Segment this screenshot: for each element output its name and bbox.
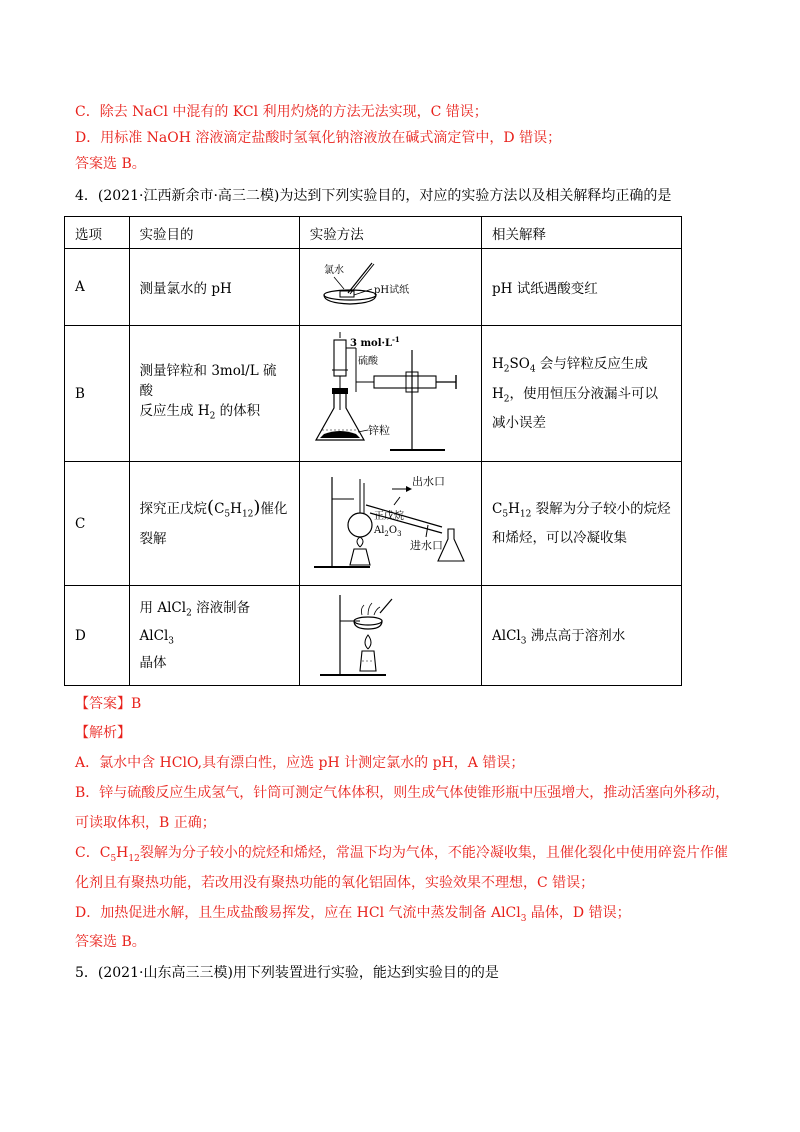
label-alumina: $Al_2O_3$ [374, 524, 402, 538]
t: 会与锌粒反应生成 [535, 355, 648, 372]
t: 12 [241, 509, 254, 520]
row-b-goal-sub: 2 [209, 411, 216, 422]
t: 裂解为分子较小的烷烃和烯烃，常温下均为气体，不能冷凝收集，且催化裂化中使用碎瓷片作催 [139, 845, 728, 861]
t: H [508, 500, 520, 517]
t: 3 [520, 913, 527, 924]
row-c-explain-line-2: 和烯烃，可以冷凝收集 [492, 530, 627, 547]
row-d-explain [482, 586, 682, 686]
t: AlCl [492, 628, 521, 645]
t: 2 [186, 608, 192, 619]
row-b-goal-line-2 [140, 401, 289, 427]
t: H [492, 385, 504, 402]
t: 5 [110, 853, 117, 864]
row-b-goal-end: 的体积 [215, 402, 261, 419]
t: 催化 [260, 501, 288, 518]
row-a-explain: pH 试纸遇酸变红 [482, 249, 682, 326]
row-b-method [299, 326, 481, 462]
t: H [116, 845, 129, 861]
row-a-option: A [65, 249, 130, 326]
t: 5 [224, 509, 231, 520]
label-water-outlet: 出水口 [412, 474, 446, 488]
row-d-goal-line-2: 晶体 [139, 655, 167, 672]
t: 4 [529, 364, 536, 375]
analysis-c-line-2: 化剂且有聚热功能，若改用没有聚热功能的氧化铝固体，实验效果不理想，C 错误； [75, 875, 595, 891]
analysis-d-line [75, 903, 631, 929]
label-acid-conc: 3 $mol\cdot L^{-1}$ [350, 334, 401, 349]
analysis-a-line: A．氯水中含 HClO,具有漂白性，应选 pH 计测定氯水的 pH，A 错误； [75, 755, 525, 771]
row-d-option: D [65, 586, 130, 686]
t: ，使用恒压分液漏斗可以 [509, 385, 659, 402]
analysis-b-line-1: B．锌与硫酸反应生成氢气，针筒可测定气体体积，则生成气体使锥形瓶中压强增大，推动活塞向外移动， [75, 785, 730, 801]
t: 2 [503, 364, 510, 375]
header-goal: 实验目的 [129, 217, 299, 249]
prev-answer: 答案选 B。 [75, 156, 146, 172]
t: 2 [503, 394, 510, 405]
t: SO [509, 355, 530, 372]
table-row [65, 586, 682, 686]
row-c-explain-line-1 [492, 497, 671, 527]
t: 5 [502, 509, 509, 520]
table-row [65, 249, 682, 326]
t: 3 [520, 636, 527, 647]
paren-open: ( [207, 497, 215, 519]
analysis-tag: 【解析】 [75, 725, 131, 741]
analysis-b-line-2: 可读取体积，B 正确； [75, 815, 216, 831]
answer-line: 答案选 B。 [75, 934, 146, 950]
row-b-goal-line-1: 测量锌粒和 3mol/L 硫酸 [139, 362, 277, 399]
table-row [65, 326, 682, 462]
row-d-goal-line-1 [140, 597, 289, 652]
t: C [492, 500, 503, 517]
t: 裂解为分子较小的烷烃 [531, 500, 671, 517]
t: 12 [519, 509, 532, 520]
evaporation-apparatus-diagram [310, 589, 470, 683]
row-b-option: B [65, 326, 130, 462]
header-option: 选项 [65, 217, 130, 249]
row-b-explain-line-1 [492, 352, 671, 382]
t: 3 [168, 636, 174, 647]
row-c-goal-line-1 [140, 496, 289, 527]
row-b-explain-line-2 [492, 382, 671, 412]
row-d-method [299, 586, 481, 686]
row-d-goal [129, 586, 299, 686]
label-water-inlet: 进水口 [410, 538, 444, 552]
question-4-stem: 4．(2021·江西新余市·高三二模)为达到下列实验目的，对应的实验方法以及相关解释均正确的是 [75, 188, 672, 204]
t: C．C [75, 845, 111, 861]
t: D．加热促进水解，且生成盐酸易挥发，应在 HCl 气流中蒸发制备 AlCl [75, 905, 521, 921]
table-row [65, 462, 682, 586]
label-sulfuric-acid: 硫酸 [358, 355, 379, 367]
analysis-c-line-1 [75, 843, 728, 869]
label-chlorine-water: 氯水 [324, 265, 345, 276]
t: 溶液制备 AlCl [139, 599, 251, 644]
row-c-method [299, 462, 481, 586]
row-c-goal [129, 462, 299, 586]
t: H [492, 355, 504, 372]
row-a-goal: 测量氯水的 pH [129, 249, 299, 326]
pentane-cracking-apparatus-diagram [310, 469, 470, 579]
row-b-goal [129, 326, 299, 462]
t: 探究正戊烷 [139, 501, 208, 518]
paren-close: ) [253, 497, 261, 519]
t: 用 AlCl [139, 599, 187, 616]
prev-d-line: D．用标准 NaOH 溶液滴定盐酸时氢氧化钠溶液放在碱式滴定管中，D 错误； [75, 130, 562, 146]
row-b-goal-text: 反应生成 H [139, 402, 210, 419]
label-zinc: 锌粒 [368, 423, 391, 437]
row-a-method [299, 249, 481, 326]
label-ph-paper: pH试纸 [374, 285, 410, 296]
t: 12 [128, 853, 140, 864]
answer-tag: 【答案】B [75, 696, 142, 712]
row-b-explain [482, 326, 682, 462]
question-5-stem: 5．(2021·山东高三三模)用下列装置进行实验，能达到实验目的的是 [75, 965, 499, 981]
label-pentane: 正戊烷 [374, 510, 405, 522]
prev-c-line: C．除去 NaCl 中混有的 KCl 利用灼烧的方法无法实现，C 错误； [75, 104, 488, 120]
row-b-explain-line-3: 减小误差 [492, 415, 546, 432]
header-method: 实验方法 [299, 217, 481, 249]
t: 沸点高于溶剂水 [526, 628, 626, 645]
ph-paper-apparatus-diagram [310, 251, 470, 323]
t: 晶体，D 错误； [526, 905, 631, 921]
row-c-goal-line-2: 裂解 [139, 530, 167, 547]
options-table [64, 216, 682, 686]
table-header-row [65, 217, 682, 249]
header-explain: 相关解释 [482, 217, 682, 249]
t: H [230, 501, 242, 518]
row-c-option: C [65, 462, 130, 586]
t: C [214, 501, 225, 518]
row-c-explain [482, 462, 682, 586]
zinc-sulfuric-apparatus-diagram [310, 330, 470, 458]
